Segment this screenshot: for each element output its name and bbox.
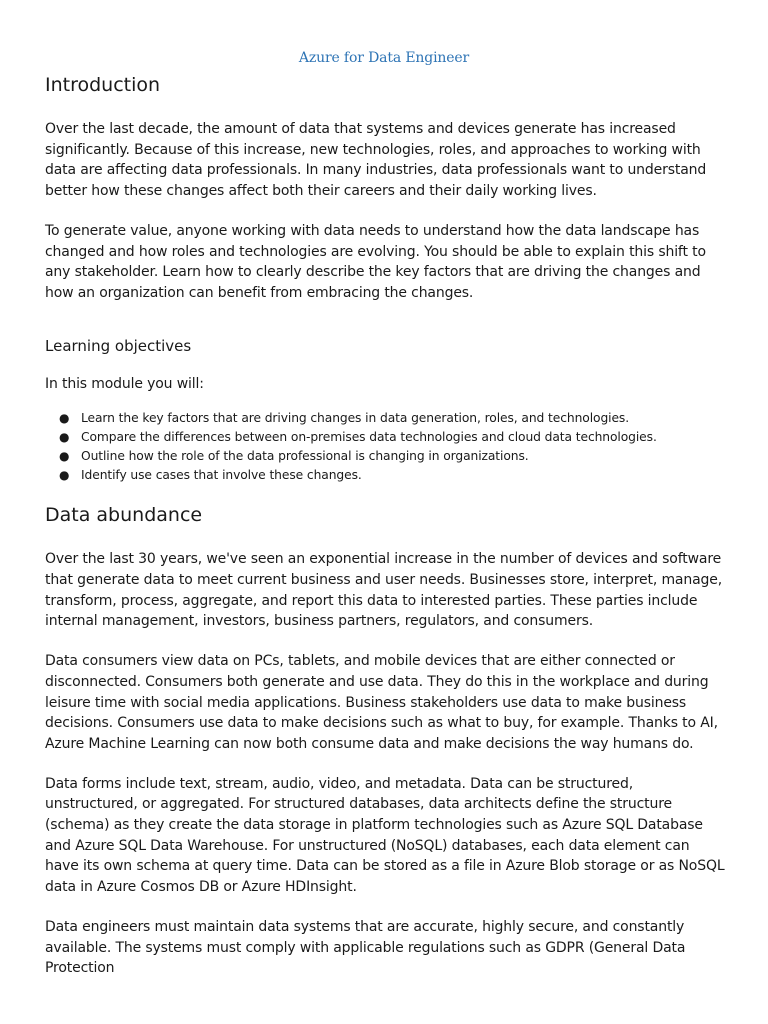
bullet-icon: ● — [59, 449, 70, 464]
abundance-paragraph-2: Data consumers view data on PCs, tablets, and mobile devices that are either connected or disconnected. Consumers both generate and use data. They do this in the workplace and during leisure time with social media applications. Business stakeholders use data to make business decisions. Consumers use data to make decisions such as what to buy, for example. Thanks to AI, Azure Machine Learning can now both consume data and make decisions the way humans do. — [45, 653, 718, 752]
intro-paragraph-1: Over the last decade, the amount of data that systems and devices generate has increased significantly. Because of this increase, new technologies, roles, and approaches to working with data are affecting data professionals. In many industries, data professionals want to understand better how these changes affect both their careers and their daily working lives. — [45, 121, 707, 200]
abundance-paragraph-4: Data engineers must maintain data systems that are accurate, highly secure, and constantly available. The systems must comply with applicable regulations such as GDPR (General Data Protection — [45, 918, 686, 977]
list-item-text: Identify use cases that involve these changes. — [81, 468, 362, 483]
list-item-text: Compare the differences between on-premises data technologies and cloud data technologies. — [81, 430, 657, 445]
list-item — [59, 466, 727, 485]
list-item-text: Outline how the role of the data professional is changing in organizations. — [81, 449, 529, 464]
section-heading-learning-objectives: Learning objectives — [45, 336, 192, 355]
bullet-icon: ● — [59, 411, 70, 426]
section-heading-introduction: Introduction — [45, 74, 161, 96]
objectives-list — [45, 409, 727, 485]
document-header-title: Azure for Data Engineer — [298, 50, 470, 66]
list-item — [59, 428, 727, 447]
objectives-intro-text: In this module you will: — [45, 375, 204, 392]
intro-paragraph-2: To generate value, anyone working with data needs to understand how the data landscape has changed and how roles and technologies are evolving. You should be able to explain this shift to any stakeholder. Learn how to clearly describe the key factors that are driving the changes and how an organization can benefit from embracing the changes. — [45, 222, 706, 301]
bullet-icon: ● — [59, 468, 70, 483]
bullet-icon: ● — [59, 430, 70, 445]
list-item — [59, 409, 727, 428]
list-item — [59, 447, 727, 466]
abundance-paragraph-3: Data forms include text, stream, audio, video, and metadata. Data can be structured, unstructured, or aggregated. For structured databases, data architects define the structure (schema) as they create the data storage in platform technologies such as Azure SQL Database and Azure SQL Data Warehouse. For unstructured (NoSQL) databases, each data element can have its own schema at query time. Data can be stored as a file in Azure Blob storage or as NoSQL data in Azure Cosmos DB or Azure HDInsight. — [45, 775, 725, 896]
list-item-text: Learn the key factors that are driving changes in data generation, roles, and technologies. — [81, 411, 630, 426]
abundance-paragraph-1: Over the last 30 years, we've seen an exponential increase in the number of devices and software that generate data to meet current business and user needs. Businesses store, interpret, manage, transform, process, aggregate, and report this data to interested parties. These parties include internal management, investors, business partners, regulators, and consumers. — [45, 551, 723, 630]
document-body — [45, 71, 727, 979]
section-heading-data-abundance: Data abundance — [45, 504, 203, 527]
